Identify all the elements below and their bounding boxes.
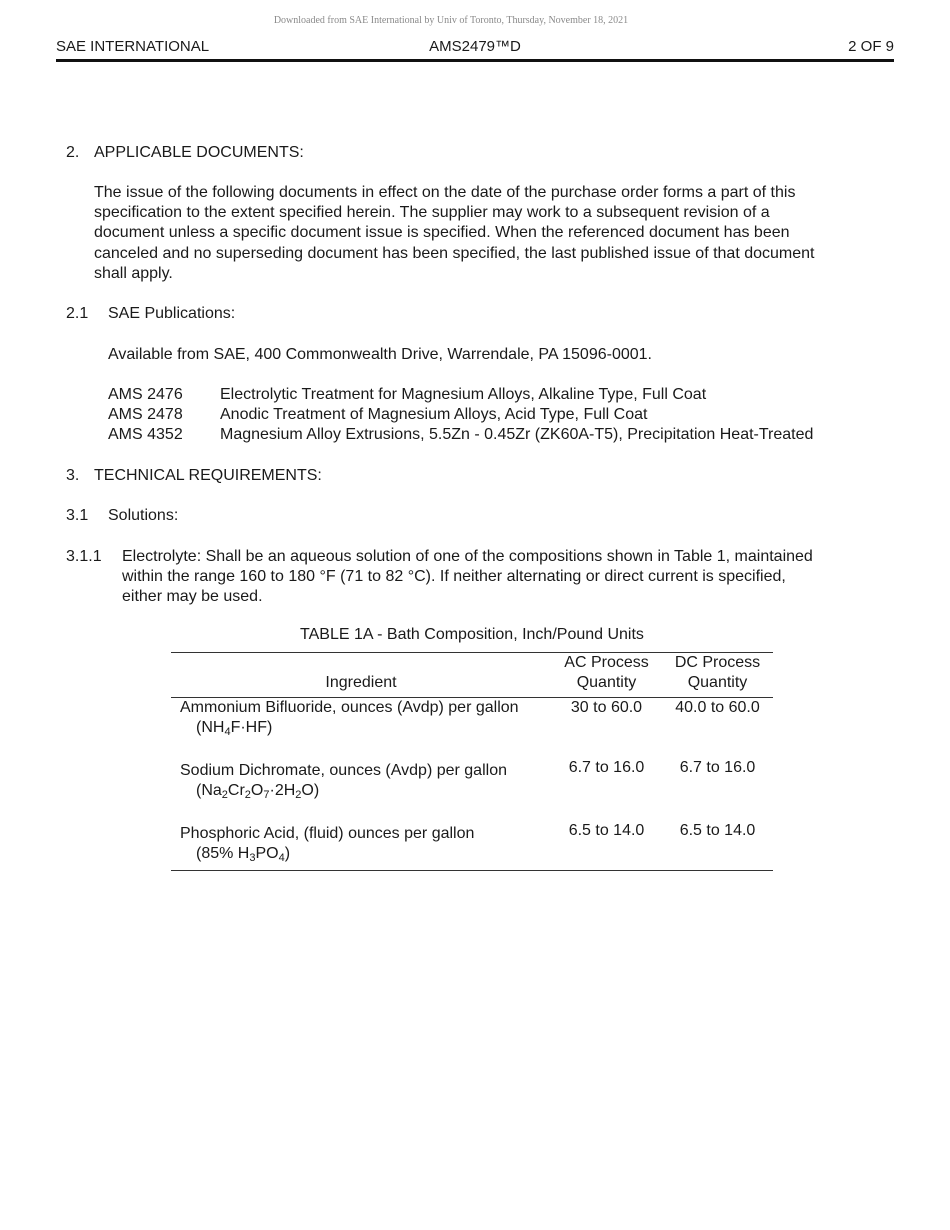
ingredient-name: Sodium Dichromate, ounces (Avdp) per gallon xyxy=(180,762,507,779)
section-2-number: 2. xyxy=(66,144,80,161)
ingredient-cell xyxy=(171,698,551,759)
header-ingredient-label: Ingredient xyxy=(325,674,397,691)
document-id: AMS 2478 xyxy=(108,406,183,423)
document-title: Magnesium Alloy Extrusions, 5.5Zn - 0.45Zr (ZK60A-T5), Precipitation Heat-Treated xyxy=(220,426,814,443)
download-watermark: Downloaded from SAE International by Univ of Toronto, Thursday, November 18, 2021 xyxy=(273,15,629,26)
document-title: Anodic Treatment of Magnesium Alloys, Acid Type, Full Coat xyxy=(220,406,648,423)
header-ac-line2: Quantity xyxy=(576,674,637,691)
header-dc-line1: DC Process xyxy=(674,654,761,671)
ac-quantity-cell: 6.7 to 16.0 xyxy=(568,759,645,776)
header-page-number: 2 OF 9 xyxy=(848,38,894,55)
table-row xyxy=(171,758,773,821)
paragraph-line: shall apply. xyxy=(94,264,173,282)
paragraph-line: Electrolyte: Shall be an aqueous solution of one of the compositions shown in Table 1, maintained xyxy=(122,548,813,565)
header-rule xyxy=(56,59,894,62)
section-3-1-number: 3.1 xyxy=(66,507,89,524)
header-ac-line1: AC Process xyxy=(564,654,649,671)
section-3-1-1-paragraph xyxy=(122,547,813,608)
paragraph-line: The issue of the following documents in effect on the date of the purchase order forms a part of this xyxy=(94,184,796,201)
section-3-1-title: Solutions: xyxy=(108,507,179,524)
table-row xyxy=(171,821,773,871)
section-2-1-title: SAE Publications: xyxy=(108,305,236,322)
header-document-id: AMS2479™D xyxy=(429,38,521,55)
section-2-paragraph xyxy=(94,183,814,284)
dc-quantity-cell: 6.5 to 14.0 xyxy=(679,822,756,839)
ingredient-formula: $(Na_2Cr_2O_7\cdot 2H_2O)$ xyxy=(196,782,320,801)
section-2-1-number: 2.1 xyxy=(66,305,89,322)
table-caption: TABLE 1A - Bath Composition, Inch/Pound Units xyxy=(300,626,644,643)
paragraph-line: canceled and no superseding document has been specified, the last published issue of that document xyxy=(94,244,815,262)
dc-quantity-cell: 6.7 to 16.0 xyxy=(679,759,756,776)
table-row xyxy=(171,698,773,759)
paragraph-line: within the range 160 to 180 °F (71 to 82 °C). If neither alternating or direct current is specified, xyxy=(122,568,786,586)
header-dc-line2: Quantity xyxy=(687,674,748,691)
section-3-1-1-number: 3.1.1 xyxy=(66,548,102,565)
dc-quantity-cell: 40.0 to 60.0 xyxy=(675,699,760,716)
document-id: AMS 2476 xyxy=(108,386,183,403)
paragraph-line: document unless a specific document issue is specified. When the referenced document has been xyxy=(94,224,790,242)
column-header-ingredient xyxy=(171,653,551,698)
ingredient-name: Phosphoric Acid, (fluid) ounces per gallon xyxy=(180,825,475,842)
ingredient-cell xyxy=(171,758,551,821)
paragraph-line: specification to the extent specified herein. The supplier may work to a subsequent revision of a xyxy=(94,204,770,222)
document-title: Electrolytic Treatment for Magnesium Alloys, Alkaline Type, Full Coat xyxy=(220,386,707,403)
bath-composition-table xyxy=(171,652,773,871)
column-header-dc xyxy=(662,653,773,698)
section-2-title: APPLICABLE DOCUMENTS: xyxy=(94,144,304,161)
paragraph-line: either may be used. xyxy=(122,588,263,606)
ingredient-formula: (85% $H_3PO_4$) xyxy=(196,845,291,864)
ac-quantity-cell: 6.5 to 14.0 xyxy=(568,822,645,839)
ingredient-name: Ammonium Bifluoride, ounces (Avdp) per gallon xyxy=(180,699,519,716)
ingredient-cell xyxy=(171,821,551,871)
document-id: AMS 4352 xyxy=(108,426,183,443)
sae-availability: Available from SAE, 400 Commonwealth Drive, Warrendale, PA 15096-0001. xyxy=(108,346,652,363)
header-publisher: SAE INTERNATIONAL xyxy=(56,38,210,55)
section-3-number: 3. xyxy=(66,467,80,484)
ingredient-formula: $(NH_4F\cdot HF)$ xyxy=(196,719,273,738)
section-3-title: TECHNICAL REQUIREMENTS: xyxy=(94,467,322,484)
column-header-ac xyxy=(551,653,662,698)
ac-quantity-cell: 30 to 60.0 xyxy=(570,699,643,716)
